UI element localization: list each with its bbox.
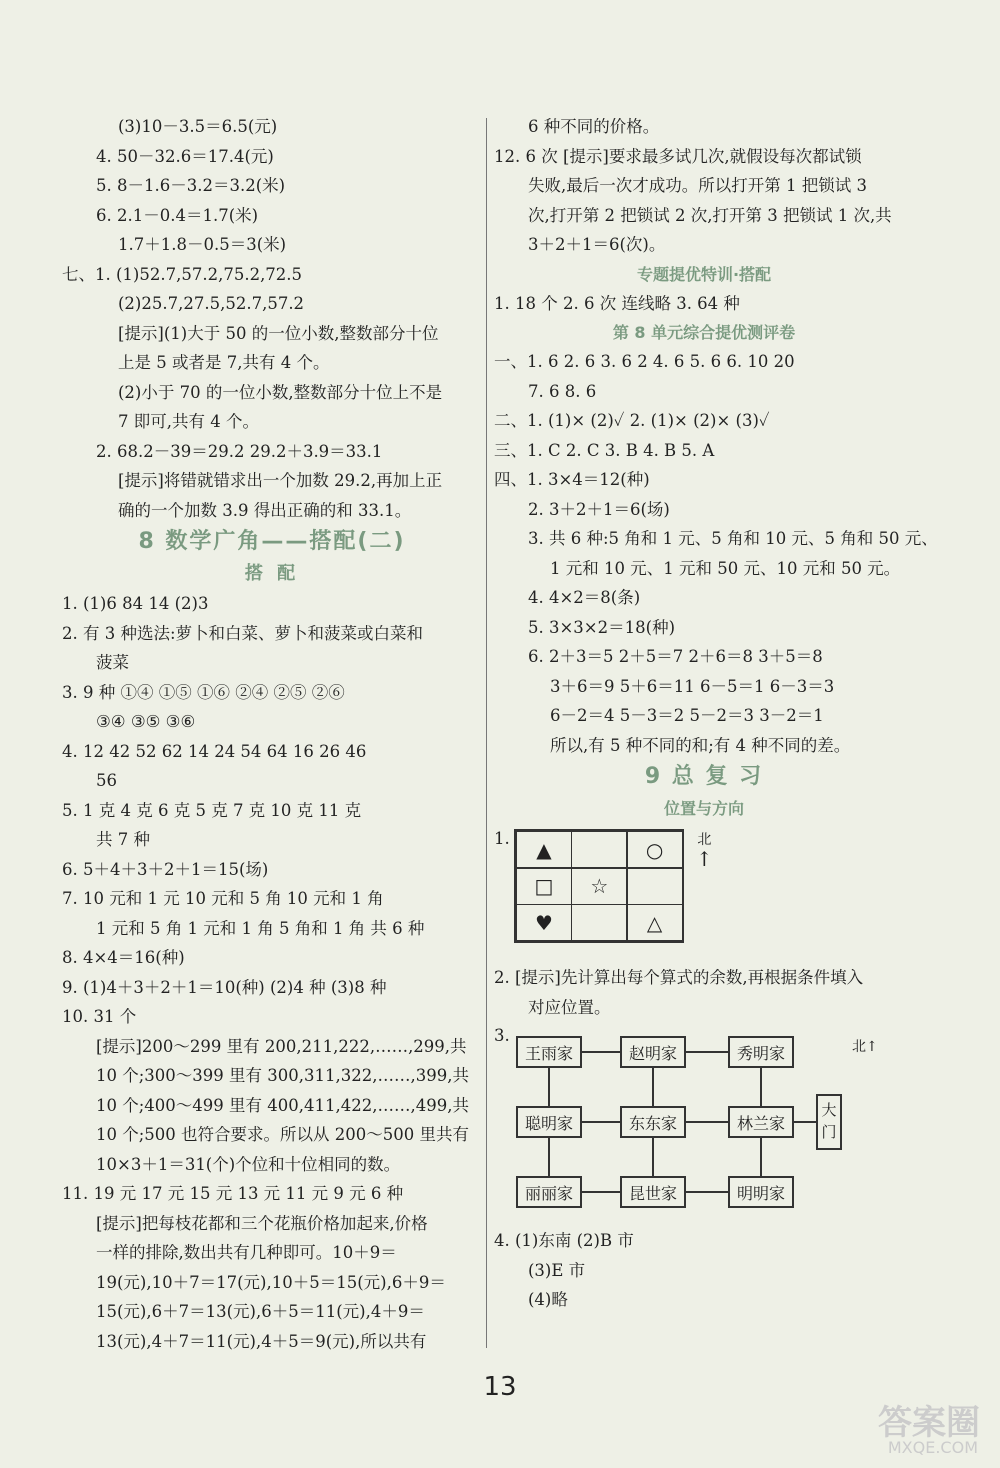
house-box: 丽丽家: [516, 1176, 582, 1208]
gate-box: 大门: [816, 1094, 842, 1150]
page-number: 13: [483, 1372, 517, 1402]
answer-line: 3＋2＋1＝6(次)。: [528, 235, 666, 254]
answer-line: 对应位置。: [528, 997, 611, 1017]
answer-line: 2. 3＋2＋1＝6(场): [528, 499, 670, 519]
answer-line: 次,打开第 2 把锁试 2 次,打开第 3 把锁试 1 次,共: [528, 205, 892, 225]
house-box: 王雨家: [516, 1036, 582, 1068]
answer-line: 三、1. C 2. C 3. B 4. B 5. A: [494, 440, 715, 460]
answer-line: 11. 19 元 17 元 15 元 13 元 11 元 9 元 6 种: [62, 1184, 404, 1203]
answer-line: 2. [提示]先计算出每个算式的余数,再根据条件填入: [494, 968, 864, 987]
answer-line: 确的一个加数 3.9 得出正确的和 33.1。: [118, 500, 412, 520]
answer-line: 7. 6 8. 6: [528, 381, 597, 401]
answer-line: 1. 18 个 2. 6 次 连线略 3. 64 种: [494, 293, 740, 313]
answer-line: 四、1. 3×4＝12(种): [494, 470, 650, 489]
answer-line: (3)E 市: [528, 1260, 586, 1280]
house-box: 聪明家: [516, 1106, 582, 1138]
answer-line: [提示](1)大于 50 的一位小数,整数部分十位: [118, 323, 439, 343]
answer-line: 1 元和 5 角 1 元和 1 角 5 角和 1 角 共 6 种: [96, 918, 425, 938]
column-divider: [486, 118, 487, 1348]
answer-line: 2. 有 3 种选法:萝卜和白菜、萝卜和菠菜或白菜和: [62, 623, 424, 643]
house-box: 林兰家: [728, 1106, 794, 1138]
answer-line: 1.7＋1.8－0.5＝3(米): [118, 235, 287, 254]
grid-question: [494, 829, 914, 963]
answer-line: 七、1. (1)52.7,57.2,75.2,72.5: [62, 264, 303, 284]
north-label: 北: [852, 1039, 866, 1055]
section-subheading: 搭 配: [244, 563, 300, 584]
answer-line: (2)25.7,27.5,52.7,57.2: [118, 294, 305, 313]
grid-cell: [627, 868, 683, 905]
grid-cell: □: [516, 868, 572, 905]
watermark-logo: 答案圈: [878, 1403, 980, 1443]
answer-line: 6. 2.1－0.4＝1.7(米): [96, 205, 259, 225]
answer-line: 5. 1 克 4 克 6 克 5 克 7 克 10 克 11 克: [62, 800, 362, 820]
answer-line: 7 即可,共有 4 个。: [118, 412, 259, 431]
answer-line: [提示]将错就错求出一个加数 29.2,再加上正: [118, 471, 443, 490]
answer-line: 6. 2＋3＝5 2＋5＝7 2＋6＝8 3＋5＝8: [528, 647, 823, 666]
grid-cell: △: [627, 904, 683, 941]
section-subheading: 位置与方向: [663, 799, 744, 818]
answer-line: 9. (1)4＋3＋2＋1＝10(种) (2)4 种 (3)8 种: [62, 977, 387, 997]
answer-line: 1 元和 10 元、1 元和 50 元、10 元和 50 元。: [550, 558, 901, 578]
answer-line: 6. 5＋4＋3＋2＋1＝15(场): [62, 859, 269, 879]
answer-line: 4. 4×2＝8(条): [528, 588, 641, 607]
answer-line: 7. 10 元和 1 元 10 元和 5 角 10 元和 1 角: [62, 889, 384, 908]
left-column: [62, 112, 482, 1356]
north-label: 北: [697, 832, 712, 848]
answer-line: 3. 共 6 种:5 角和 1 元、5 角和 10 元、5 角和 50 元、: [528, 529, 938, 548]
grid-cell: ☆: [571, 868, 627, 905]
house-box: 赵明家: [620, 1036, 686, 1068]
answer-line: 二、1. (1)× (2)✓ 2. (1)× (2)× (3)✓: [494, 411, 770, 430]
answer-line: 10. 31 个: [62, 1007, 137, 1026]
answer-line: 一样的排除,数出共有几种即可。10＋9＝: [96, 1243, 397, 1262]
answer-line: 8. 4×4＝16(种): [62, 948, 185, 967]
section-heading: 第 8 单元综合提优测评卷: [612, 323, 796, 342]
answer-line: [提示]把每枝花都和三个花瓶价格加起来,价格: [96, 1213, 428, 1233]
answer-line: 2. 68.2－39＝29.2 29.2＋3.9＝33.1: [96, 441, 383, 461]
position-grid: [514, 829, 684, 943]
answer-line: 4. (1)东南 (2)B 市: [494, 1231, 634, 1250]
grid-cell: [571, 904, 627, 941]
answer-line: 6－2＝4 5－3＝2 5－2＝3 3－2＝1: [550, 706, 824, 725]
section-heading: 9 总 复 习: [644, 764, 764, 789]
answer-line: 10×3＋1＝31(个)个位和十位相同的数。: [96, 1154, 401, 1174]
grid-cell: ♥: [516, 904, 572, 941]
road-line: [794, 1121, 816, 1123]
grid-cell: ▲: [516, 831, 572, 868]
answer-line: 4. 50－32.6＝17.4(元): [96, 146, 274, 166]
north-indicator: [696, 829, 713, 869]
answer-line: (2)小于 70 的一位小数,整数部分十位上不是: [118, 382, 443, 402]
answer-line: 10 个;500 也符合要求。所以从 200～500 里共有: [96, 1125, 470, 1144]
house-box: 昆世家: [620, 1176, 686, 1208]
house-box: 秀明家: [728, 1036, 794, 1068]
question-number: 3.: [494, 1026, 510, 1045]
answer-line: 6 种不同的价格。: [528, 117, 660, 136]
answer-line: 3＋6＝9 5＋6＝11 6－5＝1 6－3＝3: [550, 676, 835, 696]
question-number: 1.: [494, 829, 510, 848]
answer-line: 12. 6 次 [提示]要求最多试几次,就假设每次都试锁: [494, 146, 862, 166]
answer-line: [提示]200～299 里有 200,211,222,……,299,共: [96, 1036, 467, 1056]
answer-line: ③④ ③⑤ ③⑥: [96, 712, 196, 731]
answer-line: 上是 5 或者是 7,共有 4 个。: [118, 353, 330, 372]
answer-line: 菠菜: [96, 653, 129, 672]
section-heading: 专题提优特训·搭配: [636, 264, 772, 284]
answer-line: 一、1. 6 2. 6 3. 6 2 4. 6 5. 6 6. 10 20: [494, 352, 795, 371]
answer-line: 15(元),6＋7＝13(元),6＋5＝11(元),4＋9＝: [96, 1302, 425, 1321]
answer-line: 19(元),10＋7＝17(元),10＋5＝15(元),6＋9＝: [96, 1272, 446, 1292]
north-indicator: [852, 1036, 878, 1056]
grid-cell: [571, 831, 627, 868]
house-box: 东东家: [620, 1106, 686, 1138]
right-column: [494, 112, 938, 1315]
house-map: [494, 1026, 894, 1226]
answer-line: 1. (1)6 84 14 (2)3: [62, 594, 209, 613]
answer-line: 失败,最后一次才成功。所以打开第 1 把锁试 3: [528, 176, 867, 195]
north-arrow-icon: ↑: [696, 847, 713, 871]
answer-line: (4)略: [528, 1290, 568, 1309]
answer-line: 5. 3×3×2＝18(种): [528, 617, 676, 637]
answer-line: (3)10－3.5＝6.5(元): [118, 117, 278, 136]
answer-line: 10 个;300～399 里有 300,311,322,……,399,共: [96, 1066, 469, 1085]
answer-line: 所以,有 5 种不同的和;有 4 种不同的差。: [550, 735, 851, 755]
answer-line: 56: [96, 771, 117, 790]
grid-cell: ○: [627, 831, 683, 868]
north-arrow-icon: ↑: [866, 1039, 878, 1055]
answer-line: 10 个;400～499 里有 400,411,422,……,499,共: [96, 1095, 469, 1115]
answer-line: 3. 9 种 ①④ ①⑤ ①⑥ ②④ ②⑤ ②⑥: [62, 682, 345, 702]
answer-line: 13(元),4＋7＝11(元),4＋5＝9(元),所以共有: [96, 1331, 427, 1351]
answer-line: 5. 8－1.6－3.2＝3.2(米): [96, 176, 286, 195]
watermark-url: MXQE.COM: [887, 1438, 978, 1457]
answer-line: 4. 12 42 52 62 14 24 54 64 16 26 46: [62, 741, 367, 761]
house-box: 明明家: [728, 1176, 794, 1208]
answer-line: 共 7 种: [96, 830, 150, 849]
section-heading: 8 数学广角——搭配(二): [138, 529, 406, 554]
